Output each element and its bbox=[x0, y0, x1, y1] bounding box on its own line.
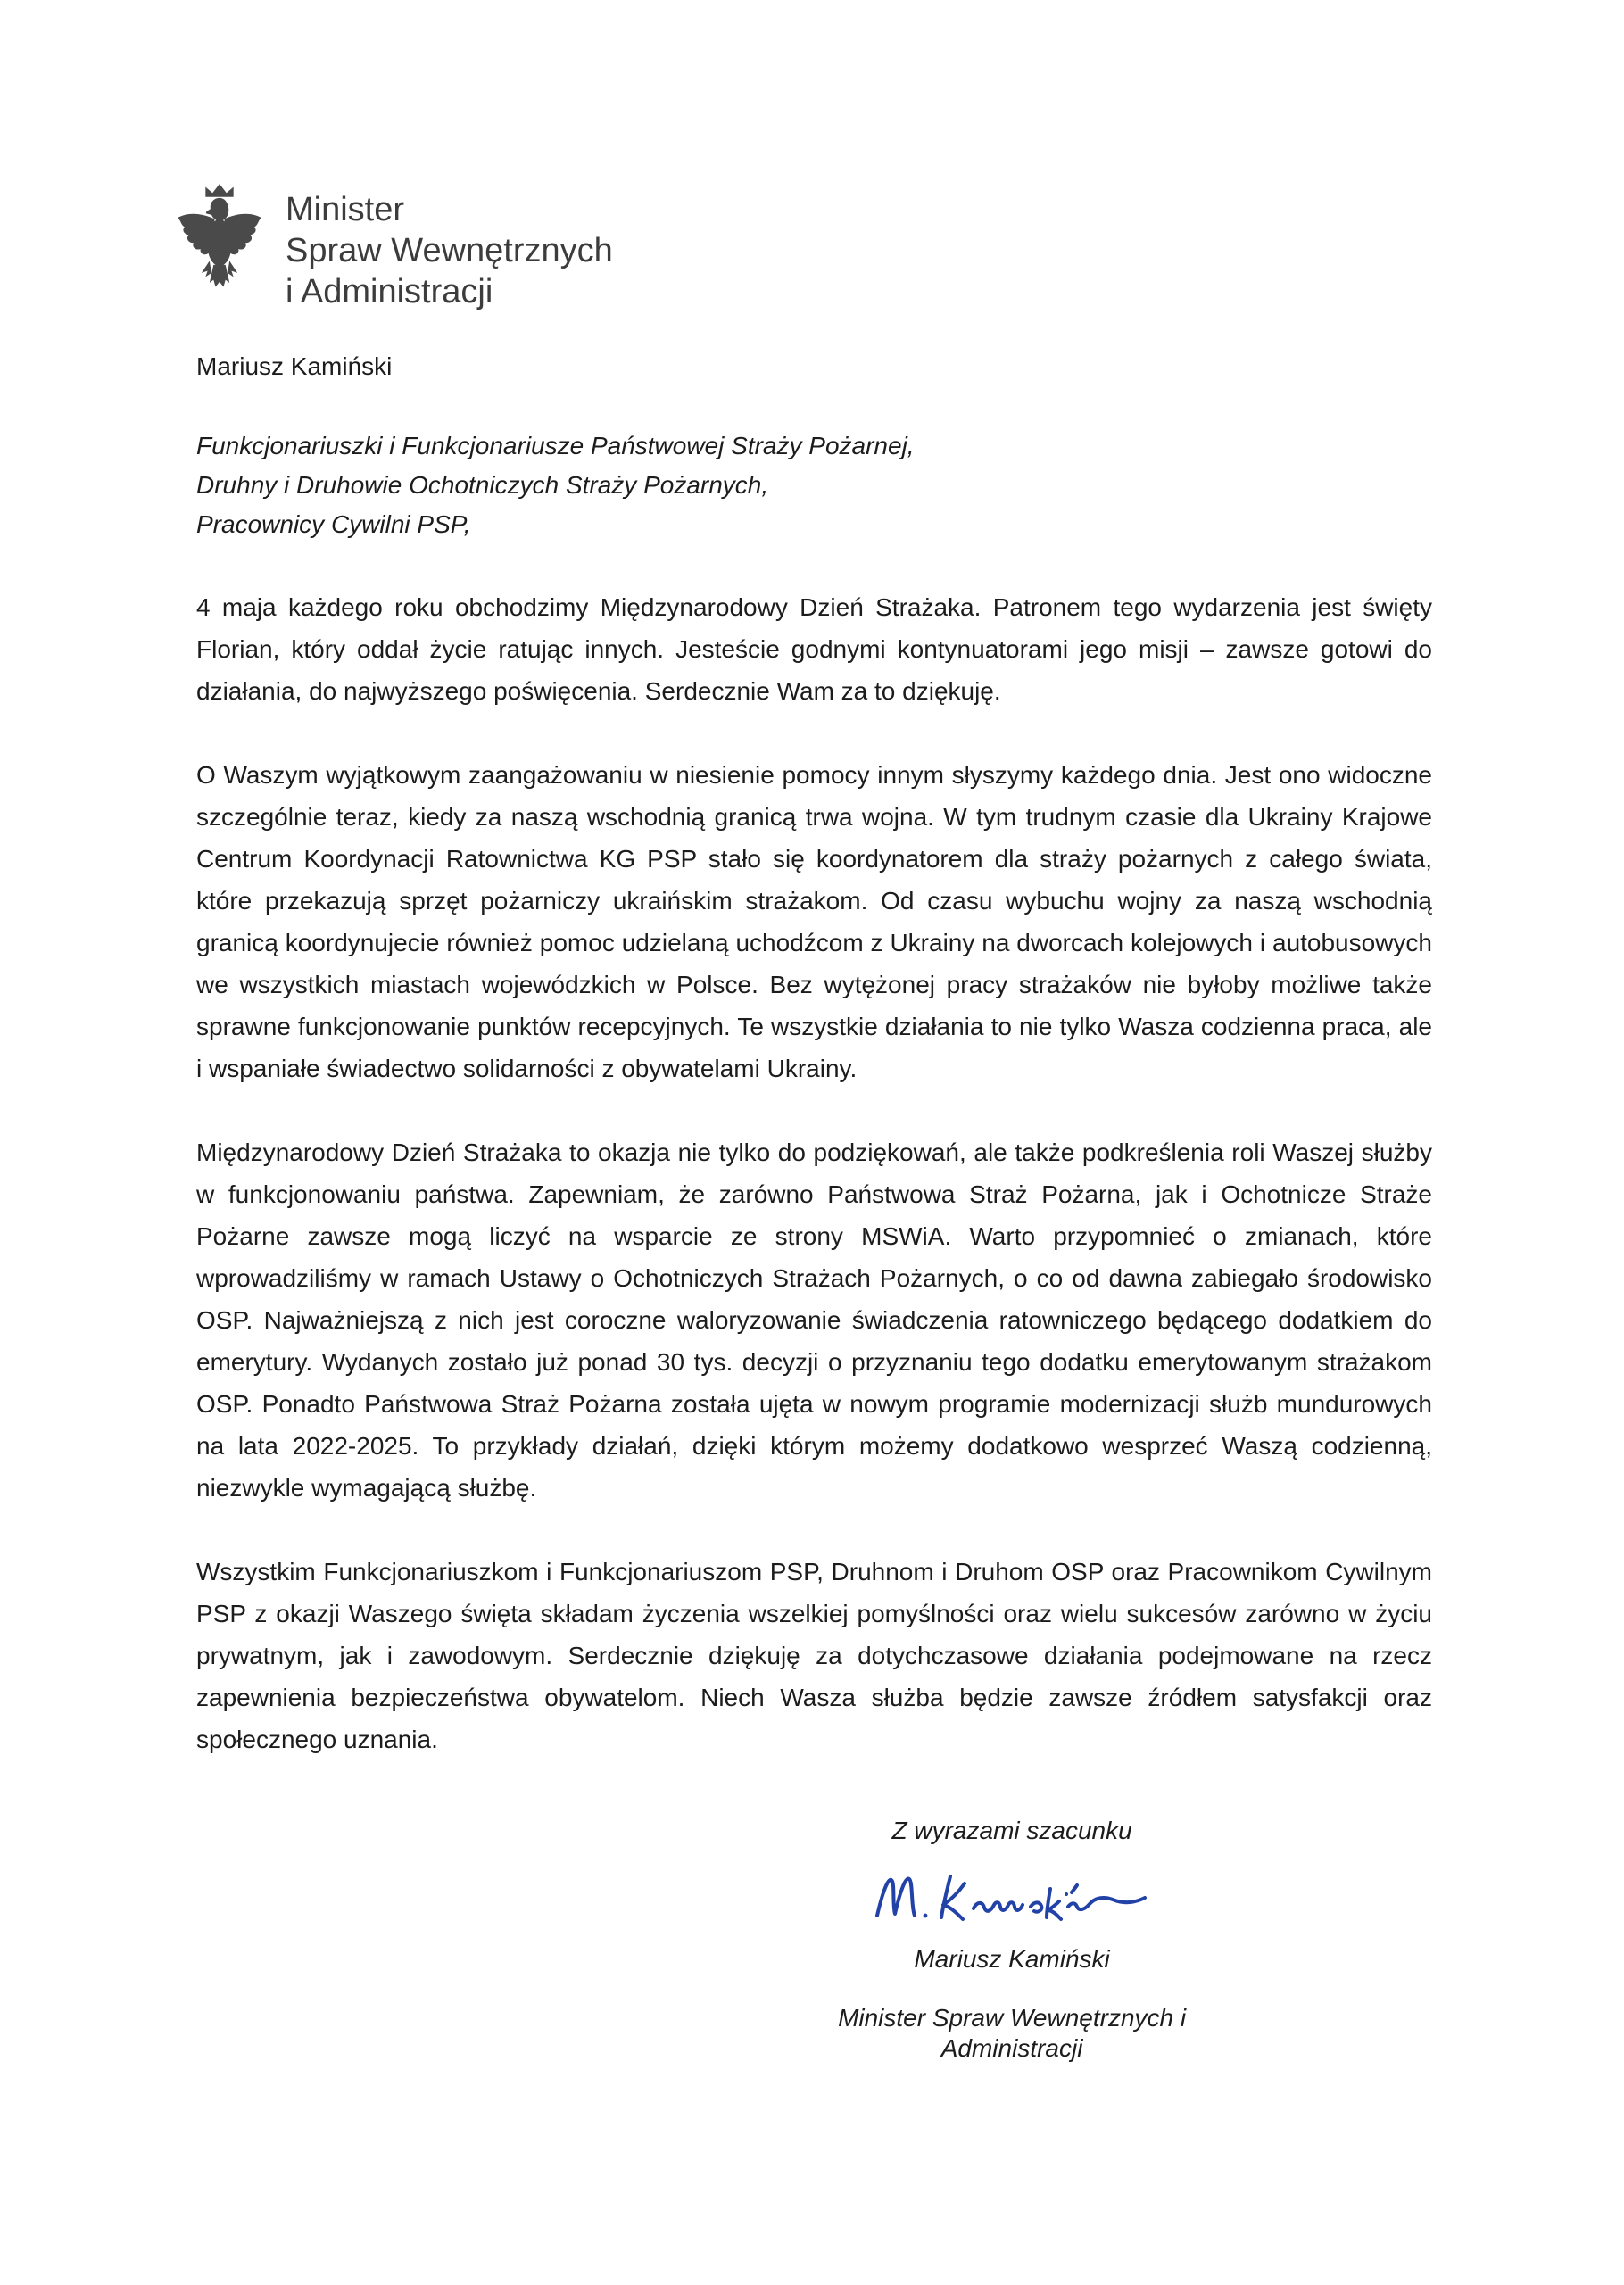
ministry-name-line: Spraw Wewnętrznych bbox=[286, 232, 613, 269]
letter-paragraph: Międzynarodowy Dzień Strażaka to okazja nie tylko do podziękowań, ale także podkreślenia roli Waszej służby w funkcjonowaniu państwa. Zapewniam, że zarówno Państwowa Straż Pożarna, jak i Ochotnicze Straże Pożarne zawsze mogą liczyć na wsparcie ze strony MSWiA. Warto przypomnieć o zmianach, które wprowadziliśmy w ramach Ustawy o Ochotniczych Strażach Pożarnych, o co od dawna zabiegało środowisko OSP. Najważniejszą z nich jest coroczne waloryzowanie świadczenia ratowniczego będącego dodatkiem do emerytury. Wydanych zostało już ponad 30 tys. decyzji o przyznaniu tego dodatku emerytowanym strażakom OSP. Ponadto Państwowa Straż Pożarna została ujęta w nowym programie modernizacji służb mundurowych na lata 2022-2025. To przykłady działań, dzięki którym możemy dodatkowo wesprzeć Waszą codzienną, niezwykle wymagającą służbę. bbox=[196, 1138, 1432, 1502]
ministry-name-line: i Administracji bbox=[286, 273, 493, 310]
salutation-line: Funkcjonariuszki i Funkcjonariusze Państwowej Straży Pożarnej, bbox=[196, 432, 915, 459]
letter-paragraph: 4 maja każdego roku obchodzimy Międzynarodowy Dzień Strażaka. Patronem tego wydarzenia jest święty Florian, który oddał życie ratując innych. Jesteście godnymi kontynuatorami jego misji – zawsze gotowi do działania, do najwyższego poświęcenia. Serdecznie Wam za to dziękuję. bbox=[196, 593, 1432, 705]
salutation-line: Druhny i Druhowie Ochotniczych Straży Pożarnych, bbox=[196, 471, 769, 499]
letter-paragraph: Wszystkim Funkcjonariuszkom i Funkcjonariuszom PSP, Druhnom i Druhom OSP oraz Pracownikom Cywilnym PSP z okazji Waszego święta składam życzenia wszelkiej pomyślności oraz wielu sukcesów zarówno w życiu prywatnym, jak i zawodowym. Serdecznie dziękuję za dotychczasowe działania podejmowane na rzecz zapewnienia bezpieczeństwa obywatelom. Niech Wasza służba będzie zawsze źródłem satysfakcji oraz społecznego uznania. bbox=[196, 1558, 1432, 1753]
closing-phrase: Z wyrazami szacunku bbox=[891, 1817, 1132, 1844]
salutation bbox=[196, 426, 1432, 544]
sender-name: Mariusz Kamiński bbox=[196, 352, 393, 380]
eagle-emblem-icon bbox=[170, 178, 269, 303]
signature-name: Mariusz Kamiński bbox=[914, 1945, 1110, 1973]
ministry-name bbox=[286, 178, 613, 312]
letterhead bbox=[170, 178, 1432, 312]
signature-title: Minister Spraw Wewnętrznych i Administracji bbox=[838, 2004, 1187, 2062]
ministry-name-line: Minister bbox=[286, 191, 405, 228]
closing-block bbox=[765, 1816, 1259, 2064]
handwritten-signature-image bbox=[865, 1862, 1159, 1935]
letter-paragraph: O Waszym wyjątkowym zaangażowaniu w niesienie pomocy innym słyszymy każdego dnia. Jest ono widoczne szczególnie teraz, kiedy za naszą wschodnią granicą trwa wojna. W tym trudnym czasie dla Ukrainy Krajowe Centrum Koordynacji Ratownictwa KG PSP stało się koordynatorem dla straży pożarnych z całego świata, które przekazują sprzęt pożarniczy ukraińskim strażakom. Od czasu wybuchu wojny za naszą wschodnią granicą koordynujecie również pomoc udzielaną uchodźcom z Ukrainy na dworcach kolejowych i autobusowych we wszystkich miastach wojewódzkich w Polsce. Bez wytężonej pracy strażaków nie byłoby możliwe także sprawne funkcjonowanie punktów recepcyjnych. Te wszystkie działania to nie tylko Wasza codzienna praca, ale i wspaniałe świadectwo solidarności z obywatelami Ukrainy. bbox=[196, 761, 1432, 1082]
salutation-line: Pracownicy Cywilni PSP, bbox=[196, 510, 471, 538]
